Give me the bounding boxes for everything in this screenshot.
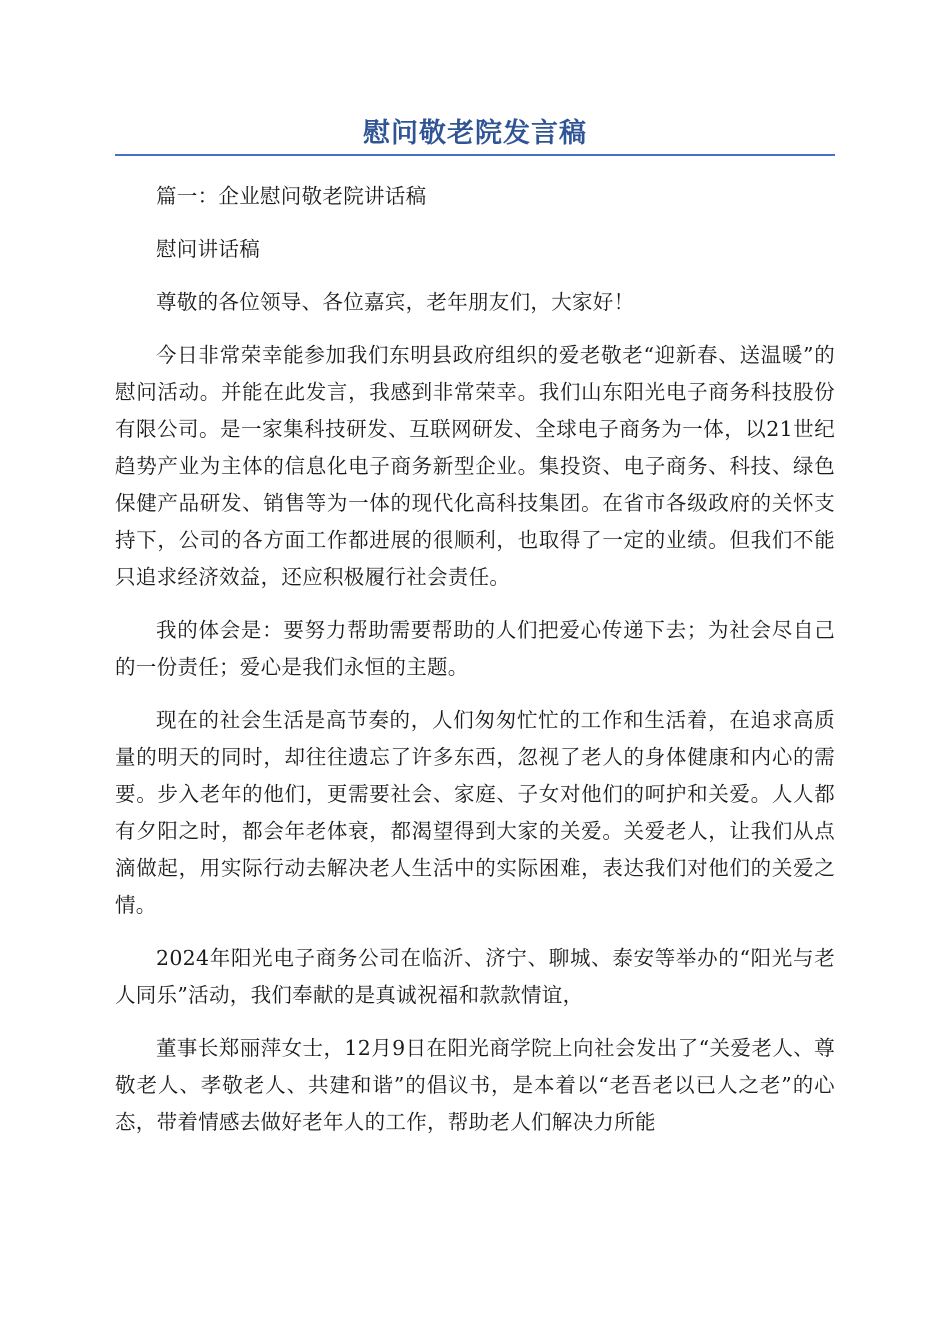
body-paragraph: 2024年阳光电子商务公司在临沂、济宁、聊城、泰安等举办的“阳光与老人同乐”活动，我们奉献的是真诚祝福和款款情谊， [115, 946, 835, 1007]
title-underline [115, 154, 835, 156]
body-paragraph: 今日非常荣幸能参加我们东明县政府组织的爱老敬老“迎新春、送温暖”的慰问活动。并能在此发言，我感到非常荣幸。我们山东阳光电子商务科技股份有限公司。是一家集科技研发、互联网研发、全球电子商务为一体，以21世纪趋势产业为主体的信息化电子商务新型企业。集投资、电子商务、科技、绿色保健产品研发、销售等为一体的现代化高科技集团。在省市各级政府的关怀支持下，公司的各方面工作都进展的很顺利，也取得了一定的业绩。但我们不能只追求经济效益，还应积极履行社会责任。 [115, 343, 835, 589]
body-paragraph: 现在的社会生活是高节奏的，人们匆匆忙忙的工作和生活着，在追求高质量的明天的同时，却往往遗忘了许多东西，忽视了老人的身体健康和内心的需要。步入老年的他们，更需要社会、家庭、子女对他们的呵护和关爱。人人都有夕阳之时，都会年老体衰，都渴望得到大家的关爱。关爱老人，让我们从点滴做起，用实际行动去解决老人生活中的实际困难，表达我们对他们的关爱之情。 [115, 708, 835, 917]
document-body [115, 178, 835, 1141]
document-page [115, 0, 835, 1157]
document-title: 慰问敬老院发言稿 [363, 118, 587, 149]
section-heading: 篇一：企业慰问敬老院讲话稿 [156, 184, 427, 208]
speech-heading: 慰问讲话稿 [156, 237, 260, 261]
body-paragraph: 我的体会是：要努力帮助需要帮助的人们把爱心传递下去；为社会尽自己的一份责任；爱心是我们永恒的主题。 [115, 618, 835, 679]
greeting-paragraph: 尊敬的各位领导、各位嘉宾，老年朋友们，大家好！ [156, 290, 635, 314]
body-paragraph: 董事长郑丽萍女士，12月9日在阳光商学院上向社会发出了“关爱老人、尊敬老人、孝敬老人、共建和谐”的倡议书，是本着以“老吾老以已人之老”的心态，带着情感去做好老年人的工作，帮助老人们解决力所能 [115, 1036, 835, 1134]
